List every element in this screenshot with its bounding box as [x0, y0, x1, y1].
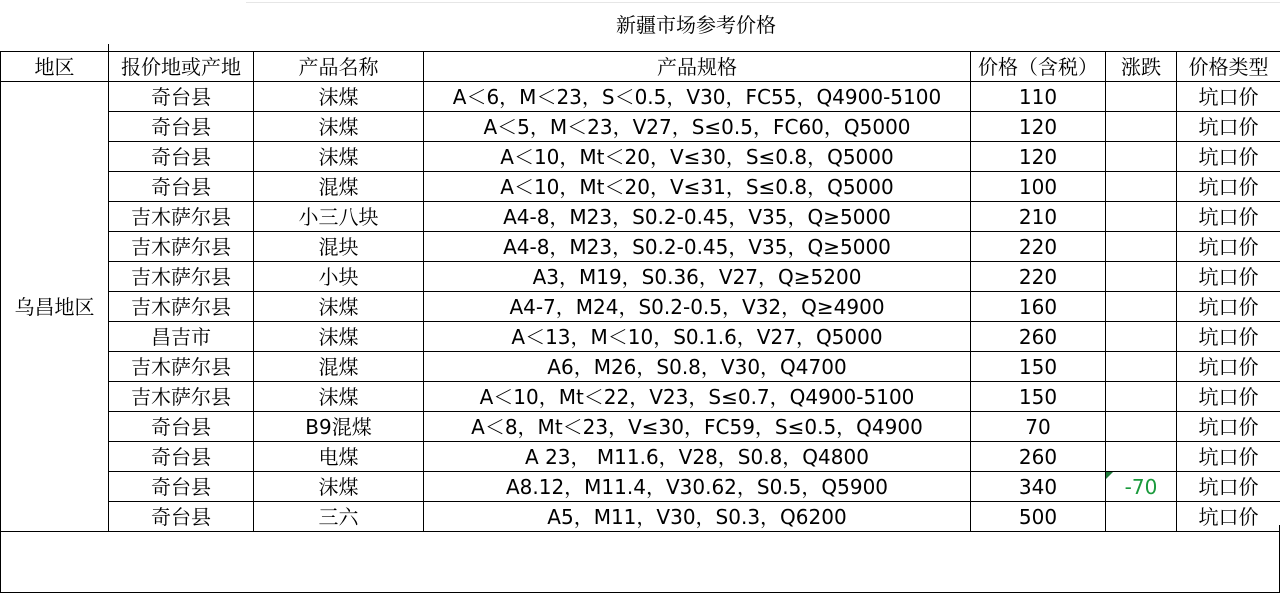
title-top-rule	[246, 2, 1280, 3]
header-spec: 产品规格	[424, 52, 971, 82]
table-row	[1, 352, 1280, 382]
change-cell	[1106, 442, 1177, 472]
header-row	[1, 52, 1280, 82]
table-row	[1, 472, 1280, 502]
price-cell: 120	[971, 112, 1106, 142]
product-cell: 电煤	[254, 442, 424, 472]
spec-cell: A3，M19，S0.36，V27，Q≥5200	[424, 262, 971, 292]
origin-cell: 奇台县	[109, 412, 254, 442]
product-cell: 沫煤	[254, 142, 424, 172]
price-type-cell: 坑口价	[1177, 172, 1280, 202]
header-price: 价格（含税）	[971, 52, 1106, 82]
table-row	[1, 442, 1280, 472]
origin-cell: 吉木萨尔县	[109, 292, 254, 322]
spec-cell: A5，M11，V30，S0.3，Q6200	[424, 502, 971, 532]
price-table	[0, 51, 1280, 532]
header-change: 涨跌	[1106, 52, 1177, 82]
table-row	[1, 232, 1280, 262]
price-type-cell: 坑口价	[1177, 202, 1280, 232]
price-type-cell: 坑口价	[1177, 382, 1280, 412]
product-cell: 沫煤	[254, 292, 424, 322]
table-row	[1, 382, 1280, 412]
price-type-cell: 坑口价	[1177, 262, 1280, 292]
spec-cell: A＜10，Mt＜20，V≤30，S≤0.8，Q5000	[424, 142, 971, 172]
price-cell: 150	[971, 352, 1106, 382]
origin-cell: 奇台县	[109, 112, 254, 142]
price-type-cell: 坑口价	[1177, 412, 1280, 442]
spec-cell: A6，M26，S0.8，V30，Q4700	[424, 352, 971, 382]
product-cell: 沫煤	[254, 112, 424, 142]
change-cell	[1106, 412, 1177, 442]
table-row	[1, 412, 1280, 442]
region-cell: 乌昌地区	[1, 82, 109, 532]
price-type-cell: 坑口价	[1177, 352, 1280, 382]
price-type-cell: 坑口价	[1177, 472, 1280, 502]
spec-cell: A＜13，M＜10，S0.1.6，V27，Q5000	[424, 322, 971, 352]
table-row	[1, 322, 1280, 352]
price-type-cell: 坑口价	[1177, 322, 1280, 352]
product-cell: 沫煤	[254, 322, 424, 352]
spec-cell: A4-7，M24，S0.2-0.5，V32，Q≥4900	[424, 292, 971, 322]
title-row	[0, 0, 1280, 50]
product-cell: B9混煤	[254, 412, 424, 442]
spec-cell: A＜8，Mt＜23，V≤30，FC59，S≤0.5，Q4900	[424, 412, 971, 442]
change-cell	[1106, 202, 1177, 232]
change-cell	[1106, 262, 1177, 292]
price-cell: 210	[971, 202, 1106, 232]
table-row	[1, 112, 1280, 142]
price-cell: 260	[971, 322, 1106, 352]
origin-cell: 昌吉市	[109, 322, 254, 352]
origin-cell: 吉木萨尔县	[109, 202, 254, 232]
product-cell: 沫煤	[254, 472, 424, 502]
price-cell: 220	[971, 232, 1106, 262]
spec-cell: A＜5，M＜23，V27，S≤0.5，FC60，Q5000	[424, 112, 971, 142]
origin-cell: 吉木萨尔县	[109, 232, 254, 262]
spec-cell: A＜10，Mt＜22，V23，S≤0.7，Q4900-5100	[424, 382, 971, 412]
product-cell: 沫煤	[254, 382, 424, 412]
price-cell: 260	[971, 442, 1106, 472]
table-row	[1, 262, 1280, 292]
price-cell: 340	[971, 472, 1106, 502]
price-cell: 110	[971, 82, 1106, 112]
price-type-cell: 坑口价	[1177, 112, 1280, 142]
header-product: 产品名称	[254, 52, 424, 82]
spec-cell: A8.12，M11.4，V30.62，S0.5，Q5900	[424, 472, 971, 502]
change-cell	[1106, 172, 1177, 202]
origin-cell: 奇台县	[109, 172, 254, 202]
table-row	[1, 82, 1280, 112]
price-type-cell: 坑口价	[1177, 442, 1280, 472]
spec-cell: A＜6，M＜23，S＜0.5，V30，FC55，Q4900-5100	[424, 82, 971, 112]
page-title: 新疆市场参考价格	[616, 13, 776, 37]
change-cell	[1106, 82, 1177, 112]
price-cell: 500	[971, 502, 1106, 532]
table-row	[1, 172, 1280, 202]
origin-cell: 吉木萨尔县	[109, 262, 254, 292]
spec-cell: A4-8，M23，S0.2-0.45，V35，Q≥5000	[424, 202, 971, 232]
product-cell: 混煤	[254, 172, 424, 202]
change-cell	[1106, 382, 1177, 412]
origin-cell: 奇台县	[109, 502, 254, 532]
change-cell	[1106, 112, 1177, 142]
change-cell	[1106, 142, 1177, 172]
price-type-cell: 坑口价	[1177, 502, 1280, 532]
price-type-cell: 坑口价	[1177, 232, 1280, 262]
header-region: 地区	[1, 52, 109, 82]
table-body	[1, 82, 1280, 532]
price-cell: 220	[971, 262, 1106, 292]
change-cell	[1106, 232, 1177, 262]
price-cell: 160	[971, 292, 1106, 322]
origin-cell: 奇台县	[109, 82, 254, 112]
footer-bottom-rule	[0, 592, 1280, 593]
price-cell: 150	[971, 382, 1106, 412]
spec-cell: A＜10，Mt＜20，V≤31，S≤0.8，Q5000	[424, 172, 971, 202]
origin-cell: 吉木萨尔县	[109, 382, 254, 412]
change-cell: -70	[1106, 472, 1177, 502]
header-origin: 报价地或产地	[109, 52, 254, 82]
product-cell: 混煤	[254, 352, 424, 382]
table-row	[1, 292, 1280, 322]
price-cell: 100	[971, 172, 1106, 202]
price-type-cell: 坑口价	[1177, 142, 1280, 172]
header-price-type: 价格类型	[1177, 52, 1280, 82]
origin-cell: 奇台县	[109, 442, 254, 472]
table-row	[1, 502, 1280, 532]
spec-cell: A4-8，M23，S0.2-0.45，V35，Q≥5000	[424, 232, 971, 262]
change-cell	[1106, 292, 1177, 322]
change-cell	[1106, 322, 1177, 352]
column-divider-tick	[108, 44, 109, 51]
product-cell: 小块	[254, 262, 424, 292]
origin-cell: 吉木萨尔县	[109, 352, 254, 382]
price-type-cell: 坑口价	[1177, 292, 1280, 322]
spec-cell: A 23， M11.6，V28，S0.8，Q4800	[424, 442, 971, 472]
origin-cell: 奇台县	[109, 142, 254, 172]
price-type-cell: 坑口价	[1177, 82, 1280, 112]
origin-cell: 奇台县	[109, 472, 254, 502]
change-cell	[1106, 352, 1177, 382]
product-cell: 混块	[254, 232, 424, 262]
product-cell: 三六	[254, 502, 424, 532]
product-cell: 小三八块	[254, 202, 424, 232]
price-cell: 70	[971, 412, 1106, 442]
table-row	[1, 142, 1280, 172]
change-cell	[1106, 502, 1177, 532]
table-row	[1, 202, 1280, 232]
price-cell: 120	[971, 142, 1106, 172]
footer-left-rule	[0, 525, 1, 593]
product-cell: 沫煤	[254, 82, 424, 112]
